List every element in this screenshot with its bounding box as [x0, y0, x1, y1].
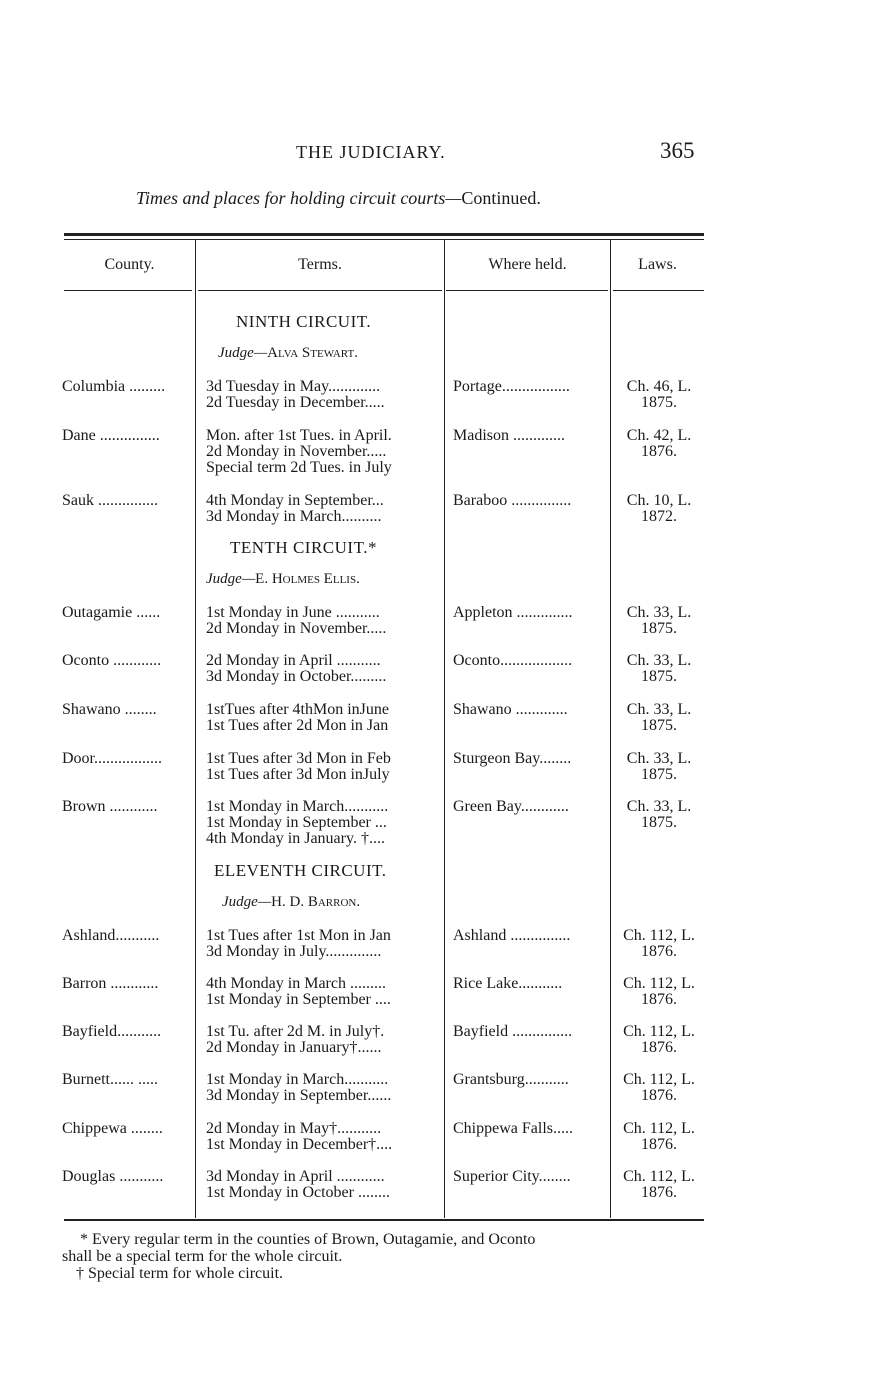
terms-line: 1st Tues after 1st Mon in Jan [206, 927, 391, 944]
laws-year: 1875. [641, 766, 677, 783]
judge-label: Judge— [206, 571, 256, 587]
circuit-heading: TENTH CIRCUIT.* [230, 538, 377, 557]
terms-line: 3d Tuesday in May............. [206, 378, 381, 395]
header-rule-1 [64, 290, 192, 291]
circuit-heading: ELEVENTH CIRCUIT. [214, 861, 387, 880]
header-rule-3 [446, 290, 608, 291]
terms-line: 2d Monday in April ........... [206, 652, 381, 669]
laws-chapter: Ch. 112, L. [623, 1120, 695, 1137]
terms-line: 2d Monday in May†........... [206, 1120, 382, 1137]
county-cell: Oconto ............ [62, 652, 162, 669]
terms-line: 1stTues after 4thMon inJune [206, 701, 389, 718]
terms-line: 3d Monday in July.............. [206, 943, 382, 960]
footnote-asterisk: * Every regular term in the counties of Brown, Outagamie, and Oconto [80, 1231, 536, 1248]
laws-year: 1875. [641, 394, 677, 411]
laws-chapter: Ch. 33, L. [626, 798, 692, 815]
bottom-rule [64, 1219, 704, 1221]
county-cell: Burnett...... ..... [62, 1071, 158, 1088]
where-held-cell: Baraboo ............... [453, 492, 572, 509]
terms-line: 4th Monday in January. †.... [206, 830, 385, 847]
col-divider-1 [195, 240, 196, 1218]
county-cell: Door................. [62, 750, 162, 767]
laws-year: 1876. [641, 443, 677, 460]
laws-chapter: Ch. 33, L. [626, 750, 692, 767]
county-cell: Dane ............... [62, 427, 160, 444]
terms-line: 2d Tuesday in December..... [206, 394, 385, 411]
terms-line: 3d Monday in April ............ [206, 1168, 385, 1185]
terms-line: 3d Monday in September...... [206, 1087, 392, 1104]
laws-chapter: Ch. 112, L. [623, 1168, 695, 1185]
terms-line: 2d Monday in November..... [206, 443, 387, 460]
laws-chapter: Ch. 112, L. [623, 1023, 695, 1040]
judge-line [222, 894, 360, 911]
page-number: 365 [660, 138, 695, 163]
terms-line: 1st Monday in March........... [206, 798, 389, 815]
laws-chapter: Ch. 112, L. [623, 927, 695, 944]
where-held-cell: Grantsburg........... [453, 1071, 569, 1088]
laws-year: 1875. [641, 814, 677, 831]
terms-line: 1st Monday in September ... [206, 814, 387, 831]
top-rule-thick [64, 233, 704, 236]
laws-year: 1876. [641, 943, 677, 960]
where-held-cell: Sturgeon Bay........ [453, 750, 572, 767]
terms-line: 1st Tues after 3d Mon inJuly [206, 766, 390, 783]
laws-chapter: Ch. 46, L. [626, 378, 692, 395]
judge-name: E. Holmes Ellis. [255, 571, 360, 587]
county-cell: Sauk ............... [62, 492, 158, 509]
laws-year: 1872. [641, 508, 677, 525]
judge-label: Judge— [222, 894, 272, 910]
footnote-asterisk-continued: shall be a special term for the whole circuit. [62, 1248, 343, 1265]
laws-year: 1875. [641, 668, 677, 685]
terms-line: 1st Tues after 3d Mon in Feb [206, 750, 391, 767]
terms-line: 1st Monday in June ........... [206, 604, 380, 621]
terms-line: 4th Monday in March ......... [206, 975, 386, 992]
county-cell: Brown ............ [62, 798, 158, 815]
where-held-cell: Bayfield ............... [453, 1023, 573, 1040]
judge-label: Judge— [218, 345, 268, 361]
column-header-terms: Terms. [298, 256, 342, 273]
terms-line: 1st Monday in March........... [206, 1071, 389, 1088]
terms-line: Mon. after 1st Tues. in April. [206, 427, 392, 444]
table-caption [136, 188, 541, 209]
where-held-cell: Portage................. [453, 378, 570, 395]
laws-chapter: Ch. 42, L. [626, 427, 692, 444]
where-held-cell: Chippewa Falls..... [453, 1120, 573, 1137]
terms-line: 1st Monday in October ........ [206, 1184, 390, 1201]
judge-name: Alva Stewart. [267, 345, 358, 361]
col-divider-3 [610, 240, 611, 1218]
where-held-cell: Appleton .............. [453, 604, 573, 621]
where-held-cell: Ashland ............... [453, 927, 571, 944]
running-head: THE JUDICIARY. [296, 142, 446, 162]
terms-line: 2d Monday in January†...... [206, 1039, 382, 1056]
laws-year: 1876. [641, 1184, 677, 1201]
top-rule-thin [64, 239, 704, 240]
judge-line [206, 571, 360, 588]
where-held-cell: Madison ............. [453, 427, 565, 444]
county-cell: Chippewa ........ [62, 1120, 163, 1137]
where-held-cell: Superior City........ [453, 1168, 571, 1185]
header-rule-4 [613, 290, 704, 291]
laws-year: 1875. [641, 717, 677, 734]
terms-line: 1st Tues after 2d Mon in Jan [206, 717, 389, 734]
county-cell: Douglas ........... [62, 1168, 164, 1185]
terms-line: 1st Monday in September .... [206, 991, 391, 1008]
terms-line: 1st Tu. after 2d M. in July†. [206, 1023, 385, 1040]
column-header-county: County. [104, 256, 155, 273]
header-rule-2 [198, 290, 442, 291]
laws-year: 1876. [641, 991, 677, 1008]
judge-name: H. D. Barron. [271, 894, 361, 910]
column-header-laws: Laws. [638, 256, 677, 273]
laws-chapter: Ch. 33, L. [626, 652, 692, 669]
caption-italic: Times and places for holding circuit courts— [136, 188, 462, 208]
where-held-cell: Rice Lake........... [453, 975, 563, 992]
col-divider-2 [444, 240, 445, 1218]
laws-chapter: Ch. 33, L. [626, 604, 692, 621]
terms-line: Special term 2d Tues. in July [206, 459, 392, 476]
where-held-cell: Oconto.................. [453, 652, 573, 669]
county-cell: Bayfield........... [62, 1023, 162, 1040]
footnote-dagger: † Special term for whole circuit. [76, 1265, 284, 1282]
terms-line: 2d Monday in November..... [206, 620, 387, 637]
laws-year: 1876. [641, 1039, 677, 1056]
where-held-cell: Shawano ............. [453, 701, 568, 718]
laws-chapter: Ch. 112, L. [623, 1071, 695, 1088]
caption-roman: Continued. [461, 188, 541, 208]
laws-chapter: Ch. 10, L. [626, 492, 692, 509]
county-cell: Barron ............ [62, 975, 159, 992]
terms-line: 3d Monday in October......... [206, 668, 387, 685]
circuit-heading: NINTH CIRCUIT. [236, 312, 372, 331]
laws-year: 1875. [641, 620, 677, 637]
judge-line [218, 345, 358, 362]
laws-year: 1876. [641, 1136, 677, 1153]
column-header-where-held: Where held. [488, 256, 567, 273]
county-cell: Columbia ......... [62, 378, 166, 395]
laws-chapter: Ch. 33, L. [626, 701, 692, 718]
terms-line: 4th Monday in September... [206, 492, 384, 509]
terms-line: 3d Monday in March.......... [206, 508, 382, 525]
laws-chapter: Ch. 112, L. [623, 975, 695, 992]
terms-line: 1st Monday in December†.... [206, 1136, 393, 1153]
county-cell: Ashland........... [62, 927, 160, 944]
where-held-cell: Green Bay............ [453, 798, 569, 815]
county-cell: Shawano ........ [62, 701, 157, 718]
laws-year: 1876. [641, 1087, 677, 1104]
county-cell: Outagamie ...... [62, 604, 161, 621]
